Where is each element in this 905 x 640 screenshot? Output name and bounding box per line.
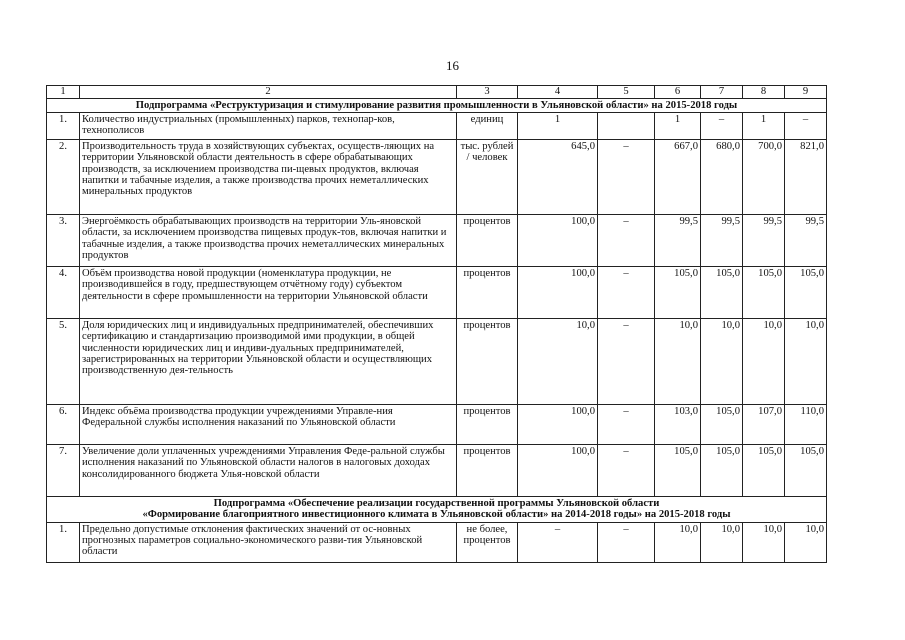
value-cell: 105,0 — [743, 445, 785, 497]
value-cell: – — [598, 140, 655, 215]
value-cell: – — [598, 215, 655, 267]
subprogram-heading-row — [47, 497, 827, 522]
subprogram-heading-line: Подпрограмма «Обеспечение реализации государственной программы Ульяновской области — [213, 498, 660, 510]
indicators-table — [46, 85, 827, 563]
row-number: 4. — [47, 267, 80, 319]
column-number: 1 — [47, 86, 80, 99]
value-cell: 10,0 — [655, 522, 701, 562]
value-cell: 99,5 — [701, 215, 743, 267]
value-cell: 107,0 — [743, 405, 785, 445]
unit-cell: процентов — [457, 405, 518, 445]
value-cell: 100,0 — [518, 215, 598, 267]
column-number: 2 — [80, 86, 457, 99]
column-number: 9 — [785, 86, 827, 99]
value-cell: 667,0 — [655, 140, 701, 215]
value-cell: 110,0 — [785, 405, 827, 445]
indicator-name: Увеличение доли уплаченных учреждениями Управления Феде-ральной службы исполнения наказаний по Ульяновской области налогов в налоговых доходах консолидированного бюджета Улья-новской области — [80, 445, 457, 497]
column-number: 4 — [518, 86, 598, 99]
value-cell: 645,0 — [518, 140, 598, 215]
value-cell: 99,5 — [655, 215, 701, 267]
value-cell: 105,0 — [701, 445, 743, 497]
value-cell: 10,0 — [701, 522, 743, 562]
value-cell: – — [518, 522, 598, 562]
value-cell: – — [598, 522, 655, 562]
unit-cell: тыс. рублей / человек — [457, 140, 518, 215]
subprogram-heading-line: «Формирование благоприятного инвестиционного климата в Ульяновской области» на 2014-2018 годы» на 2015-2018 годы — [142, 509, 731, 521]
value-cell: 105,0 — [701, 267, 743, 319]
value-cell: 1 — [743, 113, 785, 140]
value-cell: 10,0 — [655, 319, 701, 405]
value-cell: – — [598, 405, 655, 445]
unit-cell: не более, процентов — [457, 522, 518, 562]
value-cell: 99,5 — [785, 215, 827, 267]
value-cell: – — [785, 113, 827, 140]
table-row — [47, 319, 827, 405]
row-number: 5. — [47, 319, 80, 405]
table-row — [47, 445, 827, 497]
table-row — [47, 405, 827, 445]
column-number: 3 — [457, 86, 518, 99]
row-number: 7. — [47, 445, 80, 497]
unit-cell: процентов — [457, 267, 518, 319]
value-cell: 103,0 — [655, 405, 701, 445]
value-cell: 700,0 — [743, 140, 785, 215]
row-number: 6. — [47, 405, 80, 445]
indicator-name: Предельно допустимые отклонения фактических значений от ос-новных прогнозных параметров социально-экономического разви-тия Ульяновской области — [80, 522, 457, 562]
value-cell: 100,0 — [518, 445, 598, 497]
value-cell: 105,0 — [743, 267, 785, 319]
table-row — [47, 522, 827, 562]
indicator-name: Объём производства новой продукции (номенклатура продукции, не производившейся в году, предшествующем отчётному году) субъектом деятельности в сфере промышленности на территории Ульяновской области — [80, 267, 457, 319]
value-cell: 1 — [655, 113, 701, 140]
row-number: 1. — [47, 522, 80, 562]
value-cell: – — [598, 319, 655, 405]
table-row — [47, 215, 827, 267]
indicator-name: Индекс объёма производства продукции учреждениями Управле-ния Федеральной службы исполнения наказаний по Ульяновской области — [80, 405, 457, 445]
table-row — [47, 140, 827, 215]
value-cell: 680,0 — [701, 140, 743, 215]
value-cell: 821,0 — [785, 140, 827, 215]
value-cell: 10,0 — [743, 522, 785, 562]
value-cell: 100,0 — [518, 405, 598, 445]
table-row — [47, 267, 827, 319]
value-cell: 105,0 — [785, 445, 827, 497]
value-cell: – — [598, 267, 655, 319]
unit-cell: процентов — [457, 215, 518, 267]
unit-cell: единиц — [457, 113, 518, 140]
subprogram-heading: Подпрограмма «Реструктуризация и стимулирование развития промышленности в Ульяновской области» на 2015-2018 годы — [47, 99, 827, 113]
value-cell: – — [598, 445, 655, 497]
value-cell: 10,0 — [785, 522, 827, 562]
indicator-name: Производительность труда в хозяйствующих субъектах, осуществ-ляющих на территории Ульяновской области деятельность в сфере обрабатывающих производств, за исключением производства пи-щевых продуктов, включая напитки и табачные изделия, а также производства прочих неметаллических минеральных продуктов — [80, 140, 457, 215]
value-cell: 10,0 — [743, 319, 785, 405]
column-number: 6 — [655, 86, 701, 99]
unit-cell: процентов — [457, 319, 518, 405]
value-cell: 105,0 — [655, 267, 701, 319]
unit-cell: процентов — [457, 445, 518, 497]
value-cell — [598, 113, 655, 140]
indicator-name: Доля юридических лиц и индивидуальных предпринимателей, обеспечивших сертификацию и стандартизацию производимой ими продукции, в общей численности юридических лиц и индиви-дуальных предпринимателей, зарегистрированных на территории Ульяновской области и осуществляющих производственную дея-тельность — [80, 319, 457, 405]
column-number-row — [47, 86, 827, 99]
subprogram-heading — [47, 497, 827, 522]
row-number: 3. — [47, 215, 80, 267]
value-cell: 105,0 — [701, 405, 743, 445]
row-number: 2. — [47, 140, 80, 215]
value-cell: 105,0 — [655, 445, 701, 497]
column-number: 7 — [701, 86, 743, 99]
value-cell: 100,0 — [518, 267, 598, 319]
table-row — [47, 113, 827, 140]
value-cell: 10,0 — [785, 319, 827, 405]
column-number: 8 — [743, 86, 785, 99]
value-cell: 105,0 — [785, 267, 827, 319]
indicator-name: Количество индустриальных (промышленных) парков, технопар-ков, технополисов — [80, 113, 457, 140]
value-cell: 10,0 — [518, 319, 598, 405]
subprogram-heading-row — [47, 99, 827, 113]
value-cell: 1 — [518, 113, 598, 140]
page-number: 16 — [446, 58, 459, 73]
value-cell: – — [701, 113, 743, 140]
row-number: 1. — [47, 113, 80, 140]
column-number: 5 — [598, 86, 655, 99]
value-cell: 10,0 — [701, 319, 743, 405]
indicator-name: Энергоёмкость обрабатывающих производств на территории Уль-яновской области, за исключением производства пищевых продук-тов, включая напитки и табачные изделия, а также производства прочих неметаллических минеральных продуктов — [80, 215, 457, 267]
value-cell: 99,5 — [743, 215, 785, 267]
